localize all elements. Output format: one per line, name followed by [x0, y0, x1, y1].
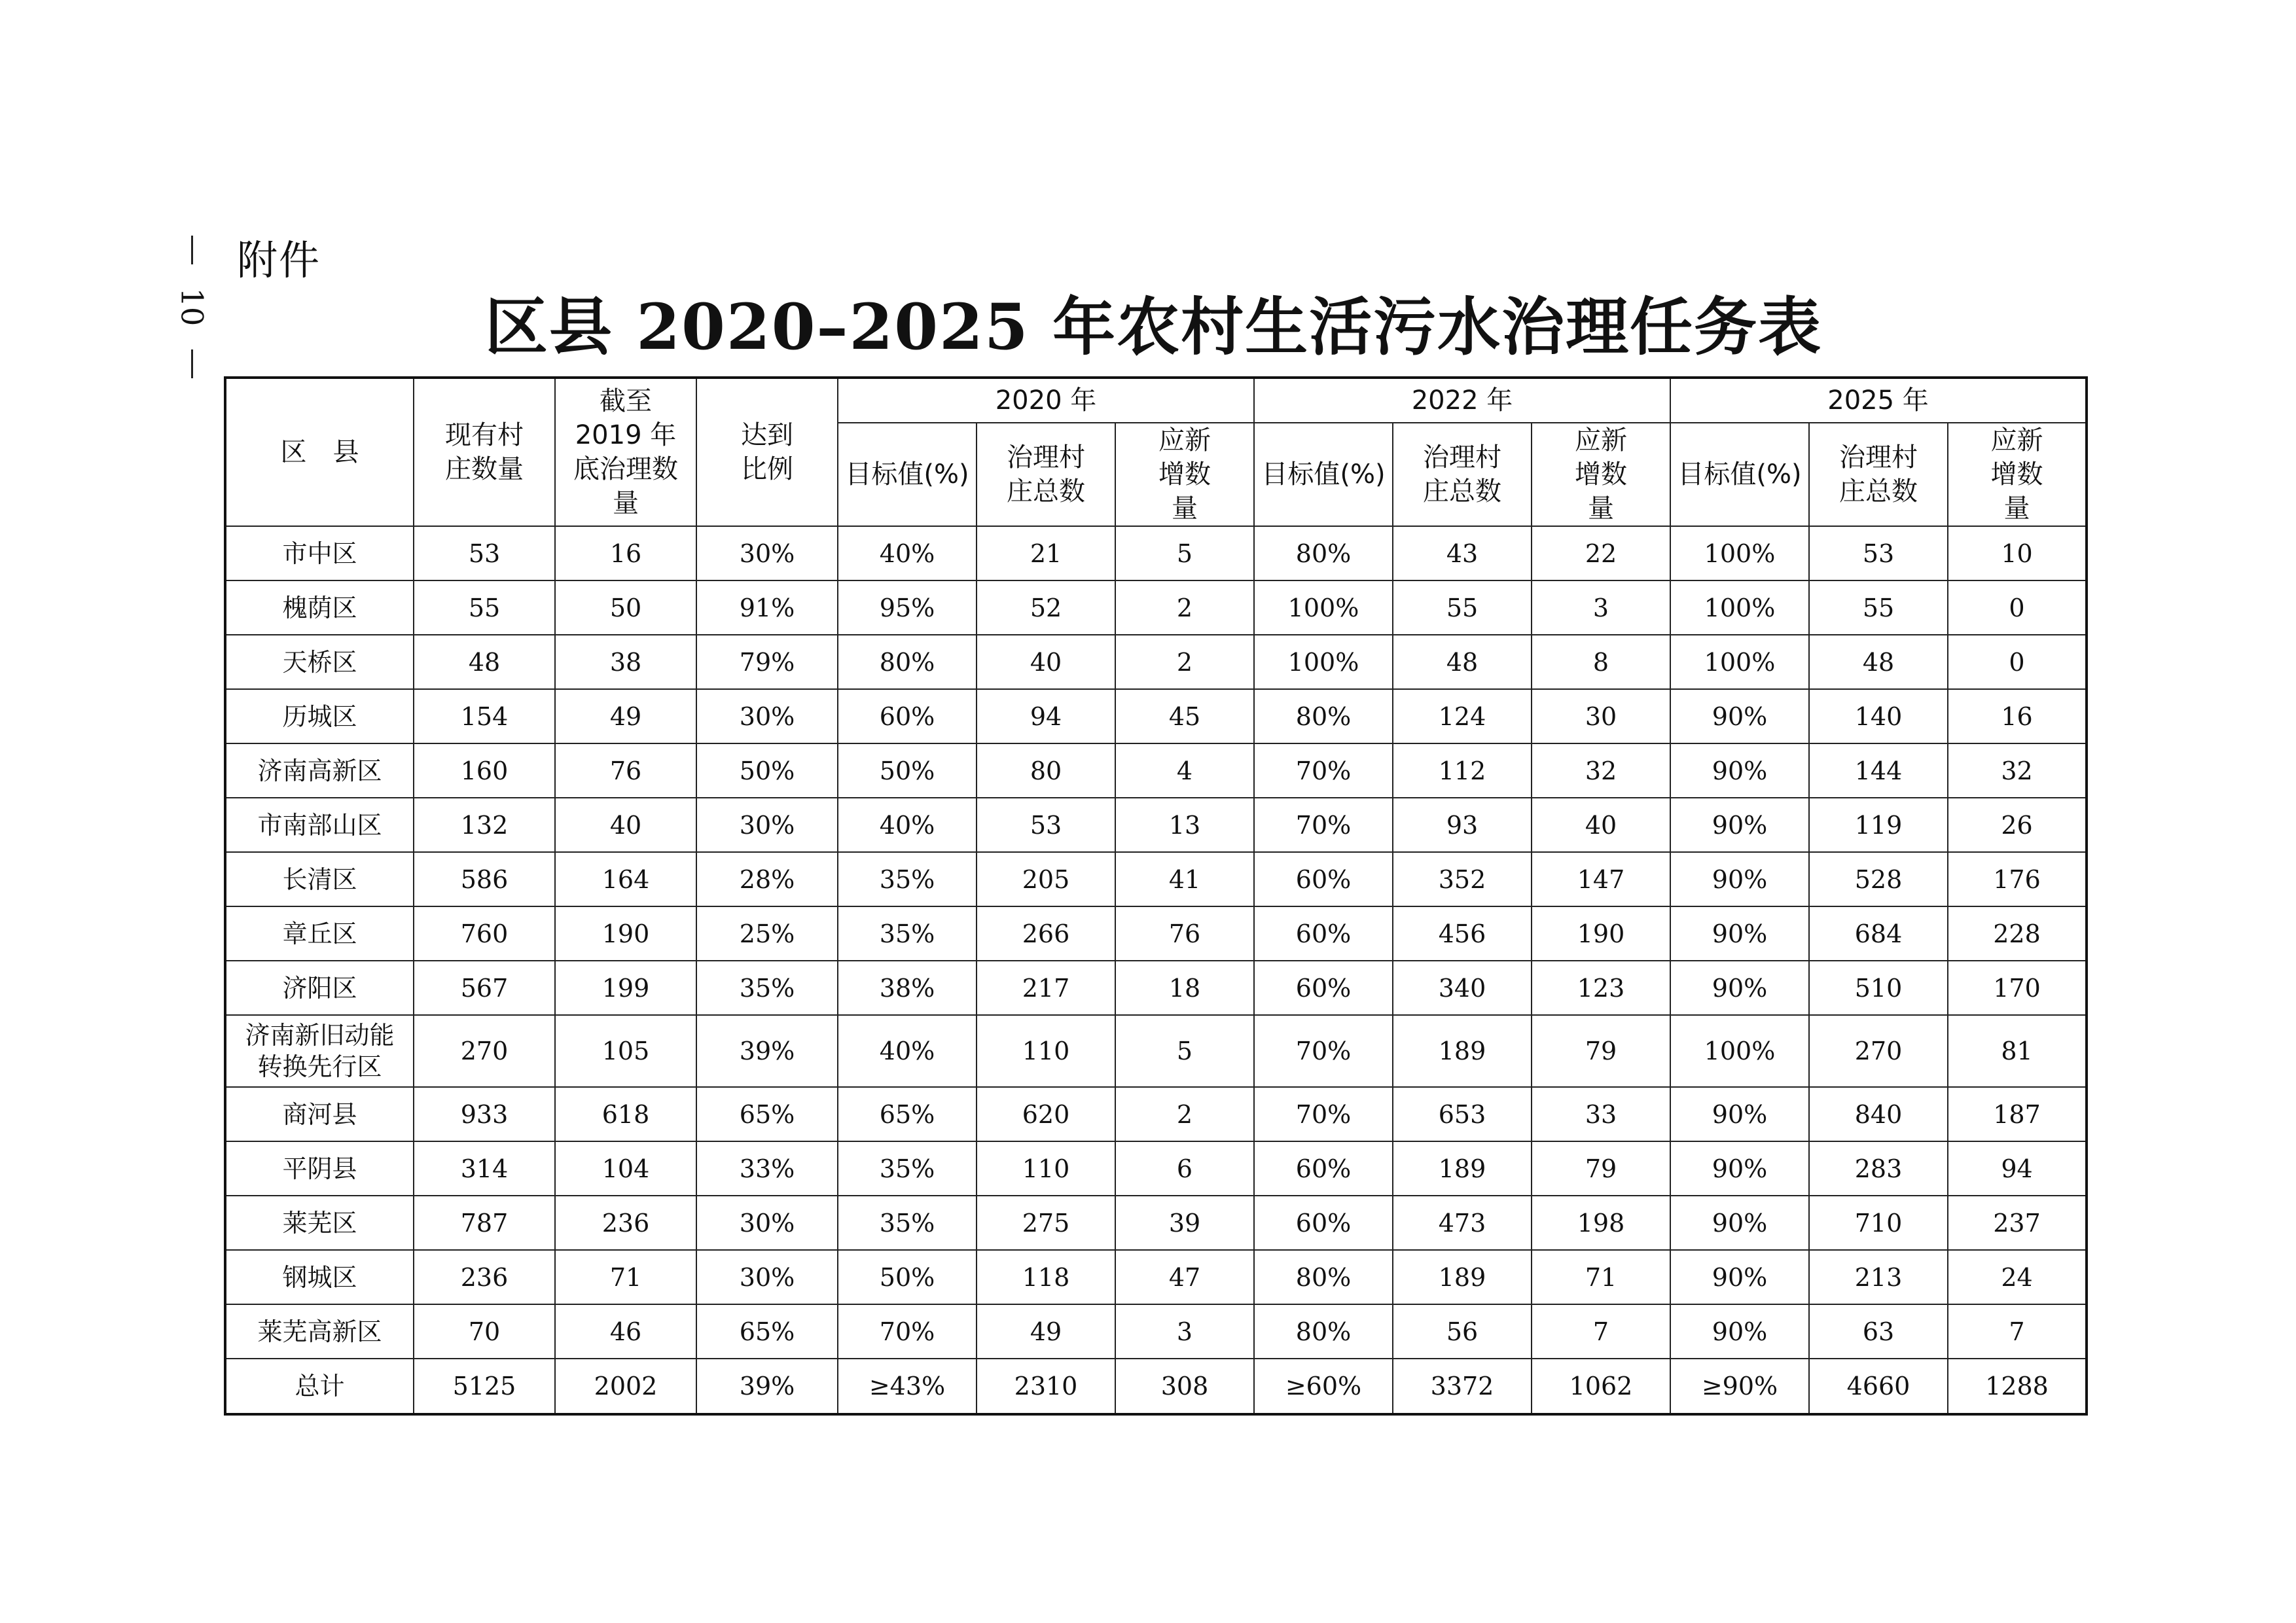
cell-target-2025: 90% — [1670, 689, 1809, 743]
cell-total-2025: 710 — [1809, 1196, 1948, 1250]
table-header — [225, 378, 2087, 526]
cell-new-2022: 79 — [1532, 1141, 1670, 1196]
cell-target-2025: 90% — [1670, 906, 1809, 961]
table-body — [225, 526, 2087, 1414]
cell-existing: 567 — [414, 961, 555, 1015]
cell-target-2025: 90% — [1670, 798, 1809, 852]
cell-target-2020: 38% — [838, 961, 977, 1015]
cell-target-2022: 80% — [1254, 1304, 1393, 1359]
cell-target-2025: 90% — [1670, 743, 1809, 798]
cell-new-2022: 79 — [1532, 1015, 1670, 1087]
cell-ratio: 25% — [696, 906, 838, 961]
cell-target-2020: 35% — [838, 1141, 977, 1196]
cell-total-2025: 840 — [1809, 1087, 1948, 1141]
cell-new-2025: 187 — [1948, 1087, 2087, 1141]
header-target-2020: 目标值(%) — [838, 423, 977, 526]
cell-target-2022: 80% — [1254, 526, 1393, 580]
header-district: 区 县 — [225, 378, 414, 526]
cell-treated-2019: 190 — [555, 906, 696, 961]
cell-total-2020: 94 — [977, 689, 1115, 743]
header-new-required-2022: 应新增数量 — [1532, 423, 1670, 526]
cell-ratio: 30% — [696, 1196, 838, 1250]
cell-target-2020: 50% — [838, 1250, 977, 1304]
cell-target-2022: 60% — [1254, 961, 1393, 1015]
cell-ratio: 91% — [696, 580, 838, 635]
cell-district: 济南新旧动能转换先行区 — [225, 1015, 414, 1087]
cell-total-2020: 2310 — [977, 1359, 1115, 1414]
cell-target-2025: 100% — [1670, 580, 1809, 635]
cell-ratio: 50% — [696, 743, 838, 798]
cell-target-2020: 35% — [838, 906, 977, 961]
cell-district: 历城区 — [225, 689, 414, 743]
cell-ratio: 30% — [696, 689, 838, 743]
cell-target-2025: 90% — [1670, 1304, 1809, 1359]
header-total-villages-2020: 治理村庄总数 — [977, 423, 1115, 526]
table-row — [225, 1015, 2087, 1087]
cell-treated-2019: 2002 — [555, 1359, 696, 1414]
cell-treated-2019: 164 — [555, 852, 696, 906]
cell-new-2025: 26 — [1948, 798, 2087, 852]
cell-total-2020: 40 — [977, 635, 1115, 689]
cell-existing: 70 — [414, 1304, 555, 1359]
cell-target-2022: ≥60% — [1254, 1359, 1393, 1414]
table-row — [225, 852, 2087, 906]
cell-new-2022: 40 — [1532, 798, 1670, 852]
cell-total-2022: 93 — [1393, 798, 1532, 852]
page-number-dash-bottom — [191, 349, 193, 378]
cell-district: 市南部山区 — [225, 798, 414, 852]
cell-treated-2019: 76 — [555, 743, 696, 798]
cell-new-2025: 1288 — [1948, 1359, 2087, 1414]
cell-new-2022: 1062 — [1532, 1359, 1670, 1414]
cell-treated-2019: 50 — [555, 580, 696, 635]
cell-total-2022: 55 — [1393, 580, 1532, 635]
cell-total-2022: 56 — [1393, 1304, 1532, 1359]
cell-district: 商河县 — [225, 1087, 414, 1141]
cell-new-2025: 16 — [1948, 689, 2087, 743]
cell-target-2022: 70% — [1254, 798, 1393, 852]
header-total-villages-2022: 治理村庄总数 — [1393, 423, 1532, 526]
cell-target-2020: 50% — [838, 743, 977, 798]
cell-new-2022: 147 — [1532, 852, 1670, 906]
attachment-label: 附件 — [237, 236, 321, 284]
page-number: 10 — [174, 287, 210, 327]
cell-ratio: 30% — [696, 1250, 838, 1304]
cell-new-2020: 13 — [1115, 798, 1254, 852]
header-achieved-ratio: 达到比例 — [696, 378, 838, 526]
cell-new-2022: 7 — [1532, 1304, 1670, 1359]
cell-ratio: 30% — [696, 798, 838, 852]
cell-total-2020: 275 — [977, 1196, 1115, 1250]
cell-total-2025: 684 — [1809, 906, 1948, 961]
cell-district: 莱芜高新区 — [225, 1304, 414, 1359]
cell-total-2025: 63 — [1809, 1304, 1948, 1359]
cell-target-2025: 100% — [1670, 526, 1809, 580]
cell-treated-2019: 618 — [555, 1087, 696, 1141]
cell-target-2020: 40% — [838, 798, 977, 852]
cell-existing: 48 — [414, 635, 555, 689]
cell-new-2022: 32 — [1532, 743, 1670, 798]
cell-new-2025: 170 — [1948, 961, 2087, 1015]
cell-target-2020: 40% — [838, 1015, 977, 1087]
cell-total-2022: 340 — [1393, 961, 1532, 1015]
cell-new-2020: 45 — [1115, 689, 1254, 743]
cell-new-2020: 5 — [1115, 1015, 1254, 1087]
cell-total-2020: 118 — [977, 1250, 1115, 1304]
cell-district: 天桥区 — [225, 635, 414, 689]
cell-new-2022: 123 — [1532, 961, 1670, 1015]
cell-existing: 586 — [414, 852, 555, 906]
cell-ratio: 30% — [696, 526, 838, 580]
cell-treated-2019: 40 — [555, 798, 696, 852]
cell-ratio: 28% — [696, 852, 838, 906]
cell-total-2020: 266 — [977, 906, 1115, 961]
table-row — [225, 1304, 2087, 1359]
cell-ratio: 65% — [696, 1087, 838, 1141]
cell-existing: 270 — [414, 1015, 555, 1087]
cell-total-2020: 110 — [977, 1015, 1115, 1087]
header-treated-by-2019: 截至 2019 年底治理数量 — [555, 378, 696, 526]
cell-new-2025: 0 — [1948, 580, 2087, 635]
cell-new-2025: 7 — [1948, 1304, 2087, 1359]
cell-total-2025: 48 — [1809, 635, 1948, 689]
cell-total-2022: 189 — [1393, 1141, 1532, 1196]
cell-target-2022: 70% — [1254, 1015, 1393, 1087]
cell-target-2022: 60% — [1254, 1196, 1393, 1250]
cell-new-2022: 198 — [1532, 1196, 1670, 1250]
cell-target-2022: 100% — [1254, 580, 1393, 635]
cell-new-2020: 4 — [1115, 743, 1254, 798]
cell-target-2022: 60% — [1254, 906, 1393, 961]
cell-new-2020: 5 — [1115, 526, 1254, 580]
header-new-required-2025: 应新增数量 — [1948, 423, 2087, 526]
cell-district: 章丘区 — [225, 906, 414, 961]
cell-district: 市中区 — [225, 526, 414, 580]
cell-district: 长清区 — [225, 852, 414, 906]
table-row — [225, 689, 2087, 743]
cell-existing: 933 — [414, 1087, 555, 1141]
cell-district: 济阳区 — [225, 961, 414, 1015]
cell-total-2020: 52 — [977, 580, 1115, 635]
cell-new-2025: 228 — [1948, 906, 2087, 961]
cell-existing: 760 — [414, 906, 555, 961]
table-row — [225, 1196, 2087, 1250]
cell-total-2025: 53 — [1809, 526, 1948, 580]
cell-target-2025: 90% — [1670, 1196, 1809, 1250]
cell-target-2020: 65% — [838, 1087, 977, 1141]
cell-existing: 53 — [414, 526, 555, 580]
cell-target-2025: 90% — [1670, 1087, 1809, 1141]
cell-new-2025: 176 — [1948, 852, 2087, 906]
cell-treated-2019: 49 — [555, 689, 696, 743]
header-year-2020: 2020 年 — [838, 378, 1254, 423]
cell-total-2020: 53 — [977, 798, 1115, 852]
header-target-2022: 目标值(%) — [1254, 423, 1393, 526]
cell-existing: 160 — [414, 743, 555, 798]
cell-existing: 55 — [414, 580, 555, 635]
header-existing-villages: 现有村庄数量 — [414, 378, 555, 526]
cell-treated-2019: 71 — [555, 1250, 696, 1304]
cell-new-2025: 10 — [1948, 526, 2087, 580]
table-row — [225, 961, 2087, 1015]
table-row — [225, 1250, 2087, 1304]
cell-new-2020: 2 — [1115, 1087, 1254, 1141]
cell-new-2025: 237 — [1948, 1196, 2087, 1250]
cell-new-2020: 47 — [1115, 1250, 1254, 1304]
cell-new-2025: 32 — [1948, 743, 2087, 798]
cell-treated-2019: 38 — [555, 635, 696, 689]
cell-target-2025: 90% — [1670, 961, 1809, 1015]
cell-target-2025: 100% — [1670, 635, 1809, 689]
table-total-row — [225, 1359, 2087, 1414]
cell-ratio: 79% — [696, 635, 838, 689]
table-row — [225, 580, 2087, 635]
table-row — [225, 906, 2087, 961]
cell-total-2022: 352 — [1393, 852, 1532, 906]
cell-total-2022: 456 — [1393, 906, 1532, 961]
cell-new-2020: 39 — [1115, 1196, 1254, 1250]
page-title: 区县 2020–2025 年农村生活污水治理任务表 — [484, 290, 1823, 364]
table-row — [225, 635, 2087, 689]
cell-target-2022: 60% — [1254, 1141, 1393, 1196]
cell-target-2025: 100% — [1670, 1015, 1809, 1087]
cell-existing: 787 — [414, 1196, 555, 1250]
cell-total-2020: 110 — [977, 1141, 1115, 1196]
cell-ratio: 65% — [696, 1304, 838, 1359]
cell-target-2020: 70% — [838, 1304, 977, 1359]
cell-new-2022: 8 — [1532, 635, 1670, 689]
cell-ratio: 33% — [696, 1141, 838, 1196]
cell-total-2025: 144 — [1809, 743, 1948, 798]
cell-new-2022: 33 — [1532, 1087, 1670, 1141]
cell-new-2022: 3 — [1532, 580, 1670, 635]
cell-ratio: 35% — [696, 961, 838, 1015]
cell-target-2025: 90% — [1670, 1141, 1809, 1196]
cell-new-2020: 308 — [1115, 1359, 1254, 1414]
cell-new-2020: 76 — [1115, 906, 1254, 961]
cell-target-2022: 80% — [1254, 1250, 1393, 1304]
task-table — [224, 376, 2088, 1416]
cell-treated-2019: 46 — [555, 1304, 696, 1359]
cell-treated-2019: 199 — [555, 961, 696, 1015]
cell-new-2025: 24 — [1948, 1250, 2087, 1304]
cell-total-2025: 283 — [1809, 1141, 1948, 1196]
cell-total-2025: 270 — [1809, 1015, 1948, 1087]
cell-total-2025: 528 — [1809, 852, 1948, 906]
cell-total-2022: 112 — [1393, 743, 1532, 798]
cell-total-2025: 4660 — [1809, 1359, 1948, 1414]
cell-target-2020: 80% — [838, 635, 977, 689]
table-row — [225, 526, 2087, 580]
cell-total-2022: 124 — [1393, 689, 1532, 743]
cell-total-2022: 48 — [1393, 635, 1532, 689]
cell-new-2022: 22 — [1532, 526, 1670, 580]
cell-total-2025: 140 — [1809, 689, 1948, 743]
header-year-2022: 2022 年 — [1254, 378, 1670, 423]
table-row — [225, 1087, 2087, 1141]
cell-district: 莱芜区 — [225, 1196, 414, 1250]
header-total-villages-2025: 治理村庄总数 — [1809, 423, 1948, 526]
header-target-2025: 目标值(%) — [1670, 423, 1809, 526]
cell-new-2025: 94 — [1948, 1141, 2087, 1196]
cell-total-2020: 80 — [977, 743, 1115, 798]
cell-new-2025: 81 — [1948, 1015, 2087, 1087]
cell-new-2020: 41 — [1115, 852, 1254, 906]
cell-new-2022: 71 — [1532, 1250, 1670, 1304]
cell-treated-2019: 104 — [555, 1141, 696, 1196]
cell-existing: 314 — [414, 1141, 555, 1196]
cell-district: 总计 — [225, 1359, 414, 1414]
cell-target-2020: 35% — [838, 852, 977, 906]
cell-ratio: 39% — [696, 1359, 838, 1414]
table-row — [225, 743, 2087, 798]
cell-total-2025: 510 — [1809, 961, 1948, 1015]
cell-total-2022: 653 — [1393, 1087, 1532, 1141]
cell-target-2020: 40% — [838, 526, 977, 580]
cell-total-2025: 55 — [1809, 580, 1948, 635]
cell-total-2022: 189 — [1393, 1015, 1532, 1087]
cell-existing: 5125 — [414, 1359, 555, 1414]
cell-new-2020: 2 — [1115, 580, 1254, 635]
cell-total-2020: 205 — [977, 852, 1115, 906]
page-number-marker — [175, 236, 208, 399]
table-row — [225, 1141, 2087, 1196]
cell-total-2020: 49 — [977, 1304, 1115, 1359]
cell-total-2022: 473 — [1393, 1196, 1532, 1250]
cell-target-2020: 35% — [838, 1196, 977, 1250]
table-row — [225, 798, 2087, 852]
cell-total-2020: 217 — [977, 961, 1115, 1015]
page-number-dash-top — [191, 236, 193, 264]
cell-target-2022: 80% — [1254, 689, 1393, 743]
cell-target-2020: 60% — [838, 689, 977, 743]
cell-total-2022: 189 — [1393, 1250, 1532, 1304]
cell-total-2020: 21 — [977, 526, 1115, 580]
cell-total-2025: 213 — [1809, 1250, 1948, 1304]
cell-target-2022: 70% — [1254, 743, 1393, 798]
cell-new-2025: 0 — [1948, 635, 2087, 689]
cell-total-2020: 620 — [977, 1087, 1115, 1141]
cell-new-2020: 6 — [1115, 1141, 1254, 1196]
header-year-2025: 2025 年 — [1670, 378, 2087, 423]
cell-ratio: 39% — [696, 1015, 838, 1087]
cell-total-2022: 3372 — [1393, 1359, 1532, 1414]
cell-target-2025: 90% — [1670, 1250, 1809, 1304]
cell-new-2020: 3 — [1115, 1304, 1254, 1359]
cell-target-2025: ≥90% — [1670, 1359, 1809, 1414]
cell-new-2020: 18 — [1115, 961, 1254, 1015]
header-new-required-2020: 应新增数量 — [1115, 423, 1254, 526]
cell-district: 济南高新区 — [225, 743, 414, 798]
cell-target-2025: 90% — [1670, 852, 1809, 906]
cell-target-2020: 95% — [838, 580, 977, 635]
cell-district: 平阴县 — [225, 1141, 414, 1196]
cell-target-2022: 70% — [1254, 1087, 1393, 1141]
cell-target-2022: 60% — [1254, 852, 1393, 906]
cell-existing: 132 — [414, 798, 555, 852]
cell-new-2022: 190 — [1532, 906, 1670, 961]
cell-district: 钢城区 — [225, 1250, 414, 1304]
cell-target-2022: 100% — [1254, 635, 1393, 689]
cell-target-2020: ≥43% — [838, 1359, 977, 1414]
cell-treated-2019: 105 — [555, 1015, 696, 1087]
cell-new-2020: 2 — [1115, 635, 1254, 689]
cell-treated-2019: 236 — [555, 1196, 696, 1250]
cell-total-2025: 119 — [1809, 798, 1948, 852]
cell-district: 槐荫区 — [225, 580, 414, 635]
cell-treated-2019: 16 — [555, 526, 696, 580]
cell-new-2022: 30 — [1532, 689, 1670, 743]
cell-existing: 236 — [414, 1250, 555, 1304]
cell-total-2022: 43 — [1393, 526, 1532, 580]
cell-existing: 154 — [414, 689, 555, 743]
